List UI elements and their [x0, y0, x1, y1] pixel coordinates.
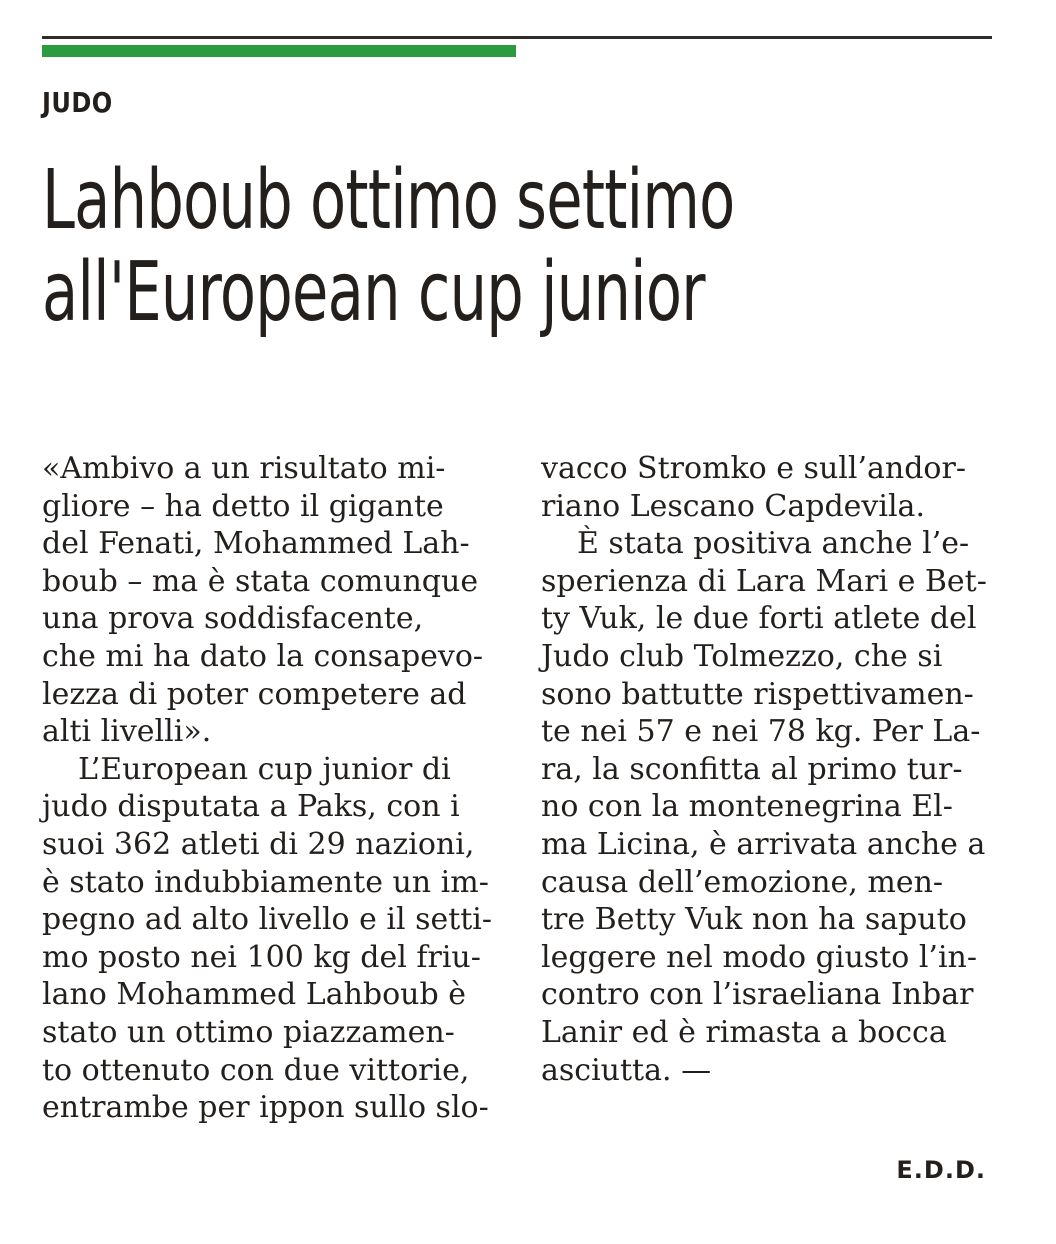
body-line: causa dell’emozione, men-	[541, 864, 944, 900]
body-line: è stato indubbiamente un im-	[42, 864, 489, 900]
body-line: «Ambivo a un risultato mi-	[42, 451, 446, 486]
headline	[42, 155, 906, 339]
body-line: lezza di poter competere ad	[42, 676, 467, 712]
body-line: entrambe per ippon sullo slo-	[42, 1090, 489, 1126]
body-line: che mi ha dato la consapevo-	[42, 638, 484, 674]
headline-line-1: Lahboub ottimo settimo	[42, 153, 735, 248]
body-line: L’European cup junior di	[78, 751, 451, 787]
body-line: to ottenuto con due vittorie,	[42, 1052, 470, 1088]
body-line: te nei 57 e nei 78 kg. Per La-	[541, 714, 981, 750]
body-line: vacco Stromko e sull’andor-	[541, 451, 966, 486]
section-label: JUDO	[42, 86, 113, 119]
body-line: del Fenati, Mohammed Lah-	[42, 526, 470, 562]
body-line: sono battutte rispettivamen-	[541, 676, 974, 712]
body-line: ra, la sconfitta al primo tur-	[541, 751, 963, 787]
body-line: gliore – ha detto il gigante	[42, 488, 444, 524]
article-column-left	[42, 450, 492, 1127]
body-line: asciutta. —	[541, 1052, 712, 1088]
byline: E.D.D.	[896, 1156, 986, 1184]
body-line: pegno ad alto livello e il setti-	[42, 902, 492, 938]
body-line: stato un ottimo piazzamen-	[42, 1014, 455, 1050]
body-line: leggere nel modo giusto l’in-	[541, 939, 978, 975]
section-accent-bar	[42, 45, 516, 57]
body-line: Lanir ed è rimasta a bocca	[541, 1014, 947, 1050]
body-line: suoi 362 atleti di 29 nazioni,	[42, 826, 475, 862]
body-line: una prova soddisfacente,	[42, 601, 424, 637]
body-line: sperienza di Lara Mari e Bet-	[541, 563, 987, 599]
body-line: ma Licina, è arrivata anche a	[541, 826, 986, 862]
body-line: no con la montenegrina El-	[541, 789, 953, 825]
body-line: Judo club Tolmezzo, che si	[541, 638, 943, 674]
body-line: ty Vuk, le due forti atlete del	[541, 601, 977, 637]
article-column-right	[541, 450, 991, 1089]
body-line: mo posto nei 100 kg del friu-	[42, 939, 481, 975]
body-line: riano Lescano Capdevila.	[541, 488, 925, 524]
body-line: tre Betty Vuk non ha saputo	[541, 902, 967, 938]
headline-line-2: all'European cup junior	[42, 245, 705, 340]
top-rule	[42, 36, 992, 39]
body-line: contro con l’israeliana Inbar	[541, 977, 974, 1013]
body-line: judo disputata a Paks, con i	[42, 789, 460, 825]
body-line: È stata positiva anche l’e-	[577, 526, 970, 562]
body-line: lano Mohammed Lahboub è	[42, 977, 466, 1013]
body-line: alti livelli».	[42, 714, 212, 750]
body-line: boub – ma è stata comunque	[42, 563, 479, 599]
